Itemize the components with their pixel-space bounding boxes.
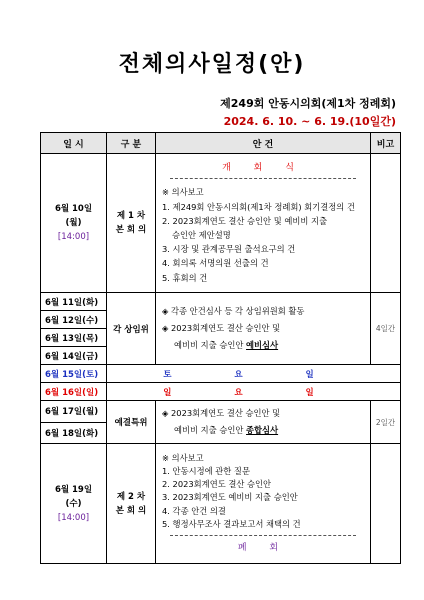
- header-type: 구 분: [107, 133, 156, 154]
- day-cell: 6월 12일(수): [41, 311, 107, 329]
- session1-type-line1: 제 1 차: [116, 211, 146, 221]
- day-cell: 6월 14일(금): [41, 347, 107, 365]
- session4-date-weekday: (수): [65, 498, 82, 509]
- sunday-date: 6월 16일(일): [41, 383, 107, 401]
- agenda-item: 4. 각종 안건 의결: [162, 505, 226, 516]
- page-title: 전체의사일정(안): [118, 52, 306, 77]
- session1-date: [41, 154, 107, 293]
- session4-date: [41, 444, 107, 564]
- schedule-table: [40, 132, 401, 564]
- day-cell: 6월 11일(화): [41, 293, 107, 311]
- session1-date-weekday: (월): [65, 218, 82, 228]
- agenda-item: 승인안 제안설명: [172, 230, 231, 240]
- divider: [170, 178, 356, 179]
- session4-type: [107, 444, 156, 564]
- session2-agenda: [156, 293, 371, 365]
- agenda-text: 예비비 지출 승인안: [174, 340, 247, 350]
- opening-ceremony: 개 회 식: [222, 163, 304, 174]
- sunday-label: 일 요 일: [107, 383, 401, 401]
- table-row: [41, 444, 401, 564]
- agenda-item: 2. 2023회계연도 결산 승인안 및 예비비 지출: [162, 215, 328, 226]
- period-dates: 2024. 6. 10. ~ 6. 19.: [223, 115, 350, 128]
- session1-note: [371, 154, 401, 293]
- session4-type-line2: 본 회 의: [115, 505, 147, 516]
- session1-time: [14:00]: [57, 232, 90, 242]
- session3-agenda: [156, 401, 371, 444]
- agenda-item: 1. 제249회 안동시의회(제1차 정례회) 회기결정의 건: [162, 201, 355, 212]
- agenda-item: ※ 의사보고: [162, 187, 204, 198]
- divider: [170, 535, 356, 536]
- table-row: [41, 154, 401, 293]
- agenda-bullet-cont: [162, 337, 364, 354]
- table-row: [41, 401, 401, 423]
- table-row: [41, 293, 401, 311]
- day-cell: 6월 18일(화): [41, 422, 107, 444]
- session4-agenda: [156, 444, 371, 564]
- session1-agenda: [156, 154, 371, 293]
- agenda-bullet: ◈ 2023회계연도 결산 승인안 및: [162, 408, 281, 418]
- saturday-label: 토 요 일: [107, 365, 401, 383]
- session2-type: 각 상임위: [107, 293, 156, 365]
- agenda-item: 3. 2023회계연도 예비비 지출 승인안: [162, 492, 298, 503]
- saturday-date: 6월 15일(토): [41, 365, 107, 383]
- agenda-item: 1. 안동시정에 관한 질문: [162, 465, 250, 476]
- closing-ceremony: 폐 회: [237, 543, 289, 553]
- session1-type-line2: 본 회 의: [115, 225, 147, 235]
- agenda-item: 5. 행정사무조사 결과보고서 채택의 건: [162, 518, 301, 529]
- session1-date-day: 6월 10일: [54, 204, 93, 214]
- period-days: (10일간): [349, 115, 396, 128]
- agenda-item: 5. 휴회의 건: [162, 272, 208, 283]
- session-period: [224, 113, 396, 129]
- session4-time: [14:00]: [57, 512, 90, 523]
- table-header: [41, 133, 401, 154]
- header-date: 일 시: [41, 133, 107, 154]
- day-cell: 6월 13일(목): [41, 329, 107, 347]
- session1-type: [107, 154, 156, 293]
- session3-note: 2일간: [371, 401, 401, 444]
- session3-type: 예결특위: [107, 401, 156, 444]
- session4-date-day: 6월 19일: [54, 484, 93, 495]
- session4-note: [371, 444, 401, 564]
- agenda-bullet: ◈ 각종 안건심사 등 각 상임위원회 활동: [162, 306, 305, 316]
- table-row: [41, 365, 401, 383]
- agenda-bullet-cont: [162, 422, 364, 439]
- session4-type-line1: 제 2 차: [116, 491, 146, 502]
- session-subtitle: 제249회 안동시의회(제1차 정례회): [220, 97, 396, 110]
- agenda-item: 2. 2023회계연도 결산 승인안: [162, 479, 272, 490]
- agenda-item: ※ 의사보고: [162, 452, 204, 463]
- agenda-item: 3. 시장 및 관계공무원 출석요구의 건: [162, 244, 296, 255]
- header-note: 비고: [371, 133, 401, 154]
- session2-note: 4일간: [371, 293, 401, 365]
- preliminary-review: 예비심사: [246, 340, 279, 350]
- table-row: [41, 383, 401, 401]
- comprehensive-review: 종합심사: [246, 425, 279, 435]
- agenda-text: 예비비 지출 승인안: [174, 425, 247, 435]
- header-agenda: 안 건: [156, 133, 371, 154]
- agenda-item: 4. 회의록 서명의원 선출의 건: [162, 258, 269, 269]
- day-cell: 6월 17일(월): [41, 401, 107, 423]
- agenda-bullet: ◈ 2023회계연도 결산 승인안 및: [162, 323, 281, 333]
